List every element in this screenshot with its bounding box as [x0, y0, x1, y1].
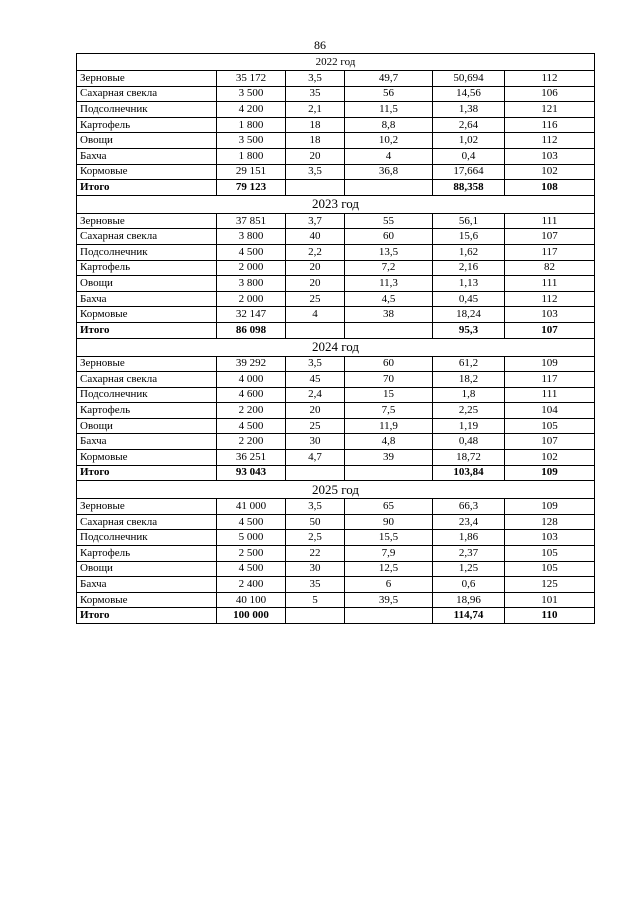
- value-cell: 30: [286, 561, 345, 577]
- value-cell: 4 500: [217, 514, 286, 530]
- value-cell: 101: [505, 592, 595, 608]
- value-cell: 1,02: [433, 133, 505, 149]
- crop-name-cell: Картофель: [77, 260, 217, 276]
- crop-name-cell: Кормовые: [77, 450, 217, 466]
- value-cell: 3,5: [286, 356, 345, 372]
- value-cell: 3,5: [286, 164, 345, 180]
- value-cell: 125: [505, 577, 595, 593]
- value-cell: 29 151: [217, 164, 286, 180]
- value-cell: 3,7: [286, 213, 345, 229]
- value-cell: 103: [505, 307, 595, 323]
- year-heading: 2024 год: [77, 338, 595, 356]
- crop-name-cell: Итого: [77, 180, 217, 196]
- value-cell: 103: [505, 530, 595, 546]
- value-cell: 4 200: [217, 102, 286, 118]
- value-cell: 1,13: [433, 276, 505, 292]
- value-cell: 20: [286, 403, 345, 419]
- value-cell: 114,74: [433, 608, 505, 624]
- value-cell: 1,86: [433, 530, 505, 546]
- value-cell: 128: [505, 514, 595, 530]
- table-row: [77, 213, 595, 229]
- value-cell: 7,5: [345, 403, 433, 419]
- value-cell: 104: [505, 403, 595, 419]
- value-cell: 35 172: [217, 71, 286, 87]
- table-row: [77, 71, 595, 87]
- value-cell: 82: [505, 260, 595, 276]
- value-cell: 2,37: [433, 546, 505, 562]
- value-cell: 39,5: [345, 592, 433, 608]
- value-cell: 50: [286, 514, 345, 530]
- table-body: [77, 54, 595, 624]
- table-row: [77, 307, 595, 323]
- value-cell: 65: [345, 499, 433, 515]
- value-cell: 14,56: [433, 86, 505, 102]
- value-cell: 15,6: [433, 229, 505, 245]
- table-row: [77, 450, 595, 466]
- value-cell: 4,5: [345, 291, 433, 307]
- value-cell: 102: [505, 164, 595, 180]
- value-cell: 38: [345, 307, 433, 323]
- value-cell: 0,4: [433, 148, 505, 164]
- value-cell: 30: [286, 434, 345, 450]
- value-cell: 88,358: [433, 180, 505, 196]
- crop-name-cell: Бахча: [77, 148, 217, 164]
- value-cell: 107: [505, 434, 595, 450]
- value-cell: 4,7: [286, 450, 345, 466]
- value-cell: [286, 465, 345, 481]
- value-cell: 7,2: [345, 260, 433, 276]
- value-cell: 18: [286, 133, 345, 149]
- value-cell: 18,24: [433, 307, 505, 323]
- value-cell: 49,7: [345, 71, 433, 87]
- value-cell: 5: [286, 592, 345, 608]
- value-cell: 35: [286, 577, 345, 593]
- crop-name-cell: Бахча: [77, 577, 217, 593]
- value-cell: 1,19: [433, 418, 505, 434]
- crop-production-table: [76, 53, 595, 624]
- value-cell: 105: [505, 546, 595, 562]
- value-cell: 117: [505, 244, 595, 260]
- value-cell: 2 200: [217, 434, 286, 450]
- value-cell: 20: [286, 148, 345, 164]
- value-cell: 106: [505, 86, 595, 102]
- table-row: [77, 86, 595, 102]
- value-cell: 18,2: [433, 372, 505, 388]
- value-cell: 45: [286, 372, 345, 388]
- value-cell: 2,2: [286, 244, 345, 260]
- table-row: [77, 434, 595, 450]
- table-row: [77, 514, 595, 530]
- value-cell: [345, 608, 433, 624]
- value-cell: [286, 180, 345, 196]
- total-row: [77, 608, 595, 624]
- value-cell: 2,4: [286, 387, 345, 403]
- value-cell: 105: [505, 561, 595, 577]
- value-cell: [345, 465, 433, 481]
- crop-name-cell: Овощи: [77, 561, 217, 577]
- value-cell: 56,1: [433, 213, 505, 229]
- value-cell: 20: [286, 260, 345, 276]
- value-cell: 60: [345, 356, 433, 372]
- value-cell: [345, 322, 433, 338]
- value-cell: 25: [286, 291, 345, 307]
- value-cell: 17,664: [433, 164, 505, 180]
- value-cell: 4 000: [217, 372, 286, 388]
- value-cell: 2 000: [217, 291, 286, 307]
- table-row: [77, 356, 595, 372]
- crop-name-cell: Картофель: [77, 117, 217, 133]
- value-cell: 1 800: [217, 117, 286, 133]
- value-cell: 18,72: [433, 450, 505, 466]
- crop-name-cell: Подсолнечник: [77, 530, 217, 546]
- value-cell: 90: [345, 514, 433, 530]
- value-cell: 23,4: [433, 514, 505, 530]
- value-cell: 61,2: [433, 356, 505, 372]
- table-row: [77, 418, 595, 434]
- value-cell: 10,2: [345, 133, 433, 149]
- crop-name-cell: Бахча: [77, 291, 217, 307]
- value-cell: 1,8: [433, 387, 505, 403]
- value-cell: 2 500: [217, 546, 286, 562]
- value-cell: 0,48: [433, 434, 505, 450]
- value-cell: 25: [286, 418, 345, 434]
- value-cell: 2 400: [217, 577, 286, 593]
- value-cell: 40: [286, 229, 345, 245]
- crop-name-cell: Бахча: [77, 434, 217, 450]
- value-cell: 32 147: [217, 307, 286, 323]
- value-cell: 0,45: [433, 291, 505, 307]
- crop-name-cell: Кормовые: [77, 592, 217, 608]
- table-row: [77, 244, 595, 260]
- value-cell: 4 500: [217, 418, 286, 434]
- crop-name-cell: Зерновые: [77, 356, 217, 372]
- table-row: [77, 372, 595, 388]
- value-cell: 2,5: [286, 530, 345, 546]
- value-cell: 4 500: [217, 244, 286, 260]
- total-row: [77, 322, 595, 338]
- value-cell: 109: [505, 465, 595, 481]
- value-cell: 110: [505, 608, 595, 624]
- value-cell: 2 000: [217, 260, 286, 276]
- value-cell: 60: [345, 229, 433, 245]
- crop-name-cell: Кормовые: [77, 164, 217, 180]
- crop-name-cell: Подсолнечник: [77, 244, 217, 260]
- value-cell: 93 043: [217, 465, 286, 481]
- value-cell: 1 800: [217, 148, 286, 164]
- value-cell: 8,8: [345, 117, 433, 133]
- crop-name-cell: Сахарная свекла: [77, 514, 217, 530]
- year-header-row: [77, 195, 595, 213]
- table-row: [77, 592, 595, 608]
- value-cell: 112: [505, 291, 595, 307]
- table-row: [77, 387, 595, 403]
- value-cell: 1,62: [433, 244, 505, 260]
- value-cell: 20: [286, 276, 345, 292]
- value-cell: 111: [505, 213, 595, 229]
- table-row: [77, 229, 595, 245]
- value-cell: 3,5: [286, 71, 345, 87]
- value-cell: 50,694: [433, 71, 505, 87]
- value-cell: 3 800: [217, 276, 286, 292]
- value-cell: 109: [505, 356, 595, 372]
- value-cell: 35: [286, 86, 345, 102]
- crop-name-cell: Кормовые: [77, 307, 217, 323]
- value-cell: 18: [286, 117, 345, 133]
- total-row: [77, 180, 595, 196]
- value-cell: [286, 608, 345, 624]
- value-cell: 117: [505, 372, 595, 388]
- value-cell: 12,5: [345, 561, 433, 577]
- table-row: [77, 133, 595, 149]
- table-row: [77, 117, 595, 133]
- value-cell: 79 123: [217, 180, 286, 196]
- value-cell: 100 000: [217, 608, 286, 624]
- value-cell: 116: [505, 117, 595, 133]
- table-row: [77, 577, 595, 593]
- year-header-row: [77, 481, 595, 499]
- value-cell: 111: [505, 387, 595, 403]
- value-cell: 15,5: [345, 530, 433, 546]
- value-cell: 4: [286, 307, 345, 323]
- table-row: [77, 291, 595, 307]
- value-cell: [286, 322, 345, 338]
- value-cell: 55: [345, 213, 433, 229]
- crop-name-cell: Зерновые: [77, 499, 217, 515]
- crop-name-cell: Картофель: [77, 403, 217, 419]
- value-cell: 2,16: [433, 260, 505, 276]
- crop-name-cell: Сахарная свекла: [77, 229, 217, 245]
- value-cell: 2,1: [286, 102, 345, 118]
- value-cell: 56: [345, 86, 433, 102]
- value-cell: 36,8: [345, 164, 433, 180]
- value-cell: 3,5: [286, 499, 345, 515]
- value-cell: 3 800: [217, 229, 286, 245]
- year-heading: 2025 год: [77, 481, 595, 499]
- value-cell: 2,64: [433, 117, 505, 133]
- page-number: 86: [314, 38, 326, 52]
- value-cell: 107: [505, 322, 595, 338]
- total-row: [77, 465, 595, 481]
- value-cell: 7,9: [345, 546, 433, 562]
- year-heading: 2022 год: [77, 54, 595, 71]
- value-cell: 1,38: [433, 102, 505, 118]
- crop-name-cell: Итого: [77, 608, 217, 624]
- value-cell: 112: [505, 133, 595, 149]
- value-cell: 22: [286, 546, 345, 562]
- value-cell: 95,3: [433, 322, 505, 338]
- value-cell: 36 251: [217, 450, 286, 466]
- crop-name-cell: Сахарная свекла: [77, 372, 217, 388]
- value-cell: 4,8: [345, 434, 433, 450]
- table-row: [77, 561, 595, 577]
- table-row: [77, 546, 595, 562]
- crop-name-cell: Итого: [77, 465, 217, 481]
- value-cell: 66,3: [433, 499, 505, 515]
- value-cell: [345, 180, 433, 196]
- year-heading: 2023 год: [77, 195, 595, 213]
- value-cell: 86 098: [217, 322, 286, 338]
- value-cell: 109: [505, 499, 595, 515]
- crop-name-cell: Картофель: [77, 546, 217, 562]
- value-cell: 108: [505, 180, 595, 196]
- value-cell: 11,5: [345, 102, 433, 118]
- value-cell: 2,25: [433, 403, 505, 419]
- value-cell: 102: [505, 450, 595, 466]
- value-cell: 13,5: [345, 244, 433, 260]
- crop-name-cell: Сахарная свекла: [77, 86, 217, 102]
- value-cell: 4: [345, 148, 433, 164]
- value-cell: 3 500: [217, 86, 286, 102]
- value-cell: 111: [505, 276, 595, 292]
- crop-name-cell: Овощи: [77, 276, 217, 292]
- value-cell: 1,25: [433, 561, 505, 577]
- value-cell: 41 000: [217, 499, 286, 515]
- table-row: [77, 403, 595, 419]
- table-row: [77, 164, 595, 180]
- crop-name-cell: Подсолнечник: [77, 102, 217, 118]
- value-cell: 2 200: [217, 403, 286, 419]
- value-cell: 112: [505, 71, 595, 87]
- value-cell: 39: [345, 450, 433, 466]
- year-header-row: [77, 338, 595, 356]
- value-cell: 39 292: [217, 356, 286, 372]
- year-header-row: [77, 54, 595, 71]
- value-cell: 105: [505, 418, 595, 434]
- table-row: [77, 499, 595, 515]
- value-cell: 37 851: [217, 213, 286, 229]
- crop-name-cell: Зерновые: [77, 71, 217, 87]
- value-cell: 4 500: [217, 561, 286, 577]
- table-row: [77, 102, 595, 118]
- value-cell: 11,3: [345, 276, 433, 292]
- crop-name-cell: Подсолнечник: [77, 387, 217, 403]
- table-row: [77, 148, 595, 164]
- value-cell: 103: [505, 148, 595, 164]
- value-cell: 5 000: [217, 530, 286, 546]
- table-row: [77, 276, 595, 292]
- value-cell: 107: [505, 229, 595, 245]
- value-cell: 40 100: [217, 592, 286, 608]
- table-row: [77, 530, 595, 546]
- value-cell: 70: [345, 372, 433, 388]
- crop-name-cell: Овощи: [77, 418, 217, 434]
- value-cell: 6: [345, 577, 433, 593]
- value-cell: 15: [345, 387, 433, 403]
- value-cell: 3 500: [217, 133, 286, 149]
- value-cell: 11,9: [345, 418, 433, 434]
- crop-name-cell: Зерновые: [77, 213, 217, 229]
- value-cell: 103,84: [433, 465, 505, 481]
- crop-name-cell: Овощи: [77, 133, 217, 149]
- value-cell: 4 600: [217, 387, 286, 403]
- crop-name-cell: Итого: [77, 322, 217, 338]
- value-cell: 18,96: [433, 592, 505, 608]
- value-cell: 121: [505, 102, 595, 118]
- table-row: [77, 260, 595, 276]
- value-cell: 0,6: [433, 577, 505, 593]
